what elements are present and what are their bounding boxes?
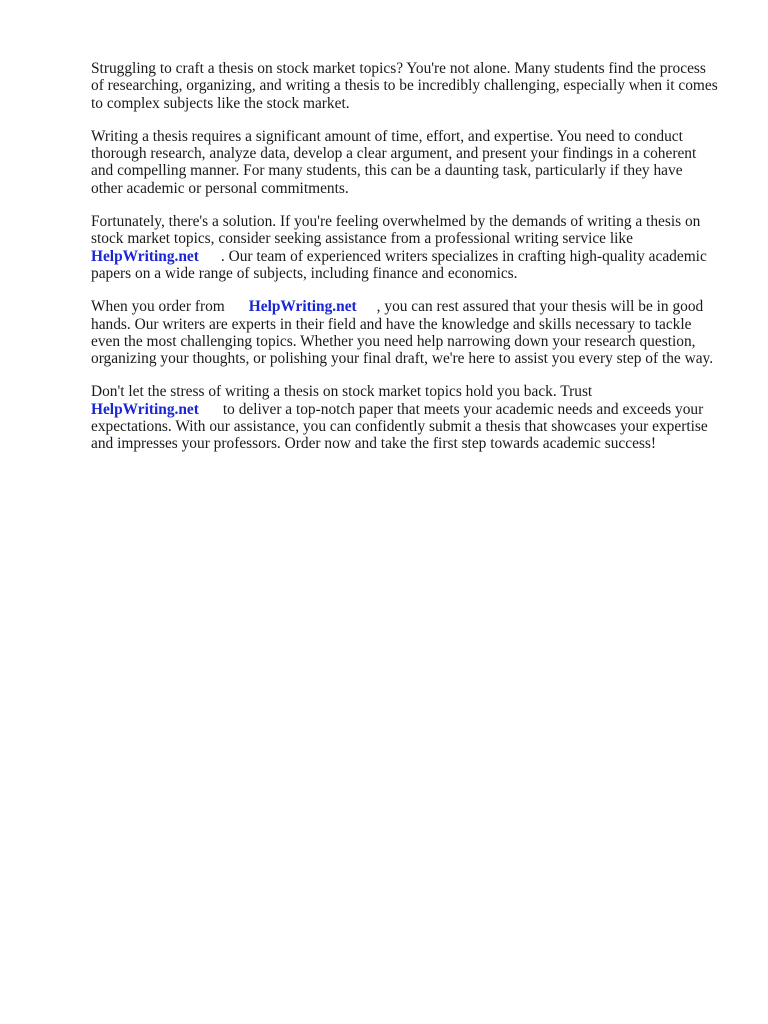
paragraph-line: hands. Our writers are experts in their field and have the knowledge and skills necessary to tackle <box>91 315 692 333</box>
paragraph-text: . Our team of experienced writers specializes in crafting high-quality academic <box>220 247 707 265</box>
paragraph-line: and compelling manner. For many students, this can be a daunting task, particularly if they have <box>91 162 683 180</box>
paragraph-line: to complex subjects like the stock market. <box>91 94 350 112</box>
paragraph-line: Don't let the stress of writing a thesis on stock market topics hold you back. Trust <box>91 383 593 401</box>
helpwriting-link[interactable]: HelpWriting.net <box>91 400 199 418</box>
document-body <box>91 60 731 469</box>
helpwriting-link[interactable]: HelpWriting.net <box>91 247 199 265</box>
paragraph-text: , you can rest assured that your thesis will be in good <box>376 298 704 316</box>
helpwriting-link[interactable]: HelpWriting.net <box>248 298 357 316</box>
paragraph-line-with-link <box>91 298 731 315</box>
paragraph-5 <box>91 383 731 452</box>
paragraph-4 <box>91 298 731 367</box>
paragraph-line: organizing your thoughts, or polishing your final draft, we're here to assist you every step of the way. <box>91 350 714 368</box>
paragraph-text: When you order from <box>91 298 225 316</box>
paragraph-line: and impresses your professors. Order now and take the first step towards academic success! <box>91 435 657 453</box>
paragraph-line-with-link <box>91 248 731 265</box>
paragraph-text: to deliver a top-notch paper that meets your academic needs and exceeds your <box>222 400 704 418</box>
paragraph-2 <box>91 128 731 197</box>
paragraph-line: even the most challenging topics. Whether you need help narrowing down your research question, <box>91 332 696 350</box>
paragraph-line: of researching, organizing, and writing a thesis to be incredibly challenging, especially when it comes <box>91 77 718 95</box>
paragraph-line: papers on a wide range of subjects, including finance and economics. <box>91 264 518 282</box>
paragraph-line: other academic or personal commitments. <box>91 179 349 197</box>
paragraph-line: stock market topics, consider seeking assistance from a professional writing service like <box>91 230 633 248</box>
paragraph-line: Writing a thesis requires a significant amount of time, effort, and expertise. You need to conduct <box>91 127 683 145</box>
paragraph-line: thorough research, analyze data, develop a clear argument, and present your findings in a coherent <box>91 145 697 163</box>
paragraph-line: expectations. With our assistance, you can confidently submit a thesis that showcases your expertise <box>91 418 708 436</box>
paragraph-line: Fortunately, there's a solution. If you're feeling overwhelmed by the demands of writing a thesis on <box>91 213 701 231</box>
paragraph-3 <box>91 213 731 282</box>
paragraph-1 <box>91 60 731 112</box>
paragraph-line: Struggling to craft a thesis on stock market topics? You're not alone. Many students find the process <box>91 60 706 77</box>
paragraph-line-with-link <box>91 401 731 418</box>
